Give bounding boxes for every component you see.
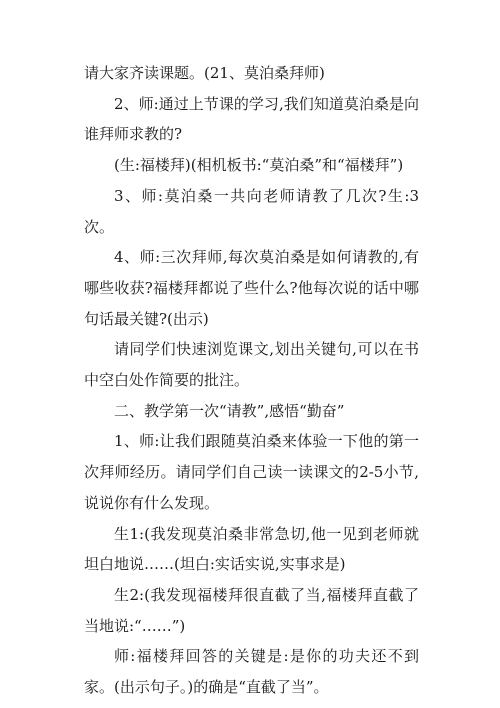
- section-heading-first-visit: 二、教学第一次“请教”,感悟“勤奋”: [114, 401, 345, 420]
- paragraph-student-answer: (生:福楼拜)(相机板书:“莫泊桑”和“福楼拜”): [114, 156, 404, 175]
- lesson-plan-text: [84, 58, 419, 703]
- paragraph-teacher-summary: 师:福楼拜回答的关键是:是你的功夫还不到家。(出示句子。)的确是“直截了当”。: [84, 647, 419, 697]
- paragraph-first-visit: 1、师:让我们跟随莫泊桑来体验一下他的第一次拜师经历。请同学们自己读一读课文的2-5小节,说说你有什么发现。: [84, 432, 419, 512]
- paragraph-browse-instruction: 请同学们快速浏览课文,划出关键句,可以在书中空白处作简要的批注。: [84, 340, 419, 390]
- paragraph-question-teacher: 2、师:通过上节课的学习,我们知道莫泊桑是向谁拜师求教的?: [84, 94, 419, 144]
- paragraph-student-2: 生2:(我发现福楼拜很直截了当,福楼拜直截了当地说:“……”): [84, 585, 419, 635]
- paragraph-read-title: 请大家齐读课题。(21、莫泊桑拜师): [84, 64, 325, 82]
- paragraph-question-count: 3、师:莫泊桑一共向老师请教了几次?生:3次。: [84, 186, 419, 236]
- paragraph-question-how: 4、师:三次拜师,每次莫泊桑是如何请教的,有哪些收获?福楼拜都说了些什么?他每次说的话中哪句话最关键?(出示): [84, 248, 419, 328]
- paragraph-student-1: 生1:(我发现莫泊桑非常急切,他一见到老师就坦白地说……(坦白:实话实说,实事求是): [84, 524, 419, 574]
